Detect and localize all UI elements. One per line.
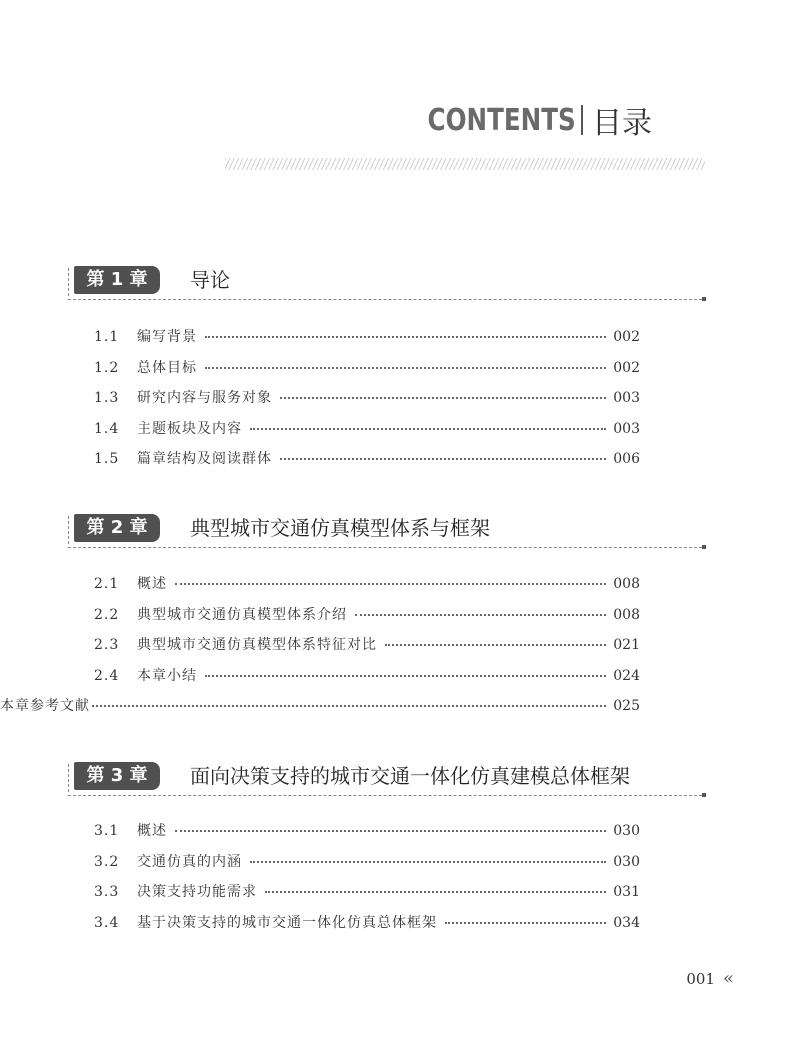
toc-entry[interactable] [94, 665, 640, 696]
chapter-2-toc [0, 573, 640, 726]
entry-page: 002 [613, 329, 640, 345]
entry-title: 本章小结 [137, 667, 197, 684]
entry-number: 3.1 [94, 823, 120, 839]
entry-title: 编写背景 [137, 329, 197, 345]
dot-leader [445, 921, 606, 924]
entry-page: 025 [613, 698, 640, 715]
entry-title: 典型城市交通仿真模型体系介绍 [137, 606, 347, 623]
double-chevron-left-icon: « [722, 968, 734, 989]
toc-entry[interactable] [94, 326, 640, 357]
page-number: 001 [686, 969, 715, 988]
chapter-3-heading [68, 762, 708, 802]
dot-leader [280, 396, 606, 399]
entry-title: 篇章结构及阅读群体 [137, 451, 272, 468]
entry-title: 概述 [137, 576, 167, 592]
chapter-dashed-marker [68, 516, 69, 544]
entry-number: 1.5 [94, 451, 120, 468]
chapter-3-toc [94, 820, 640, 942]
entry-title: 交通仿真的内涵 [137, 853, 242, 870]
chapter-badge: 第 3 章 [74, 762, 160, 790]
chapter-title: 面向决策支持的城市交通一体化仿真建模总体框架 [190, 764, 630, 788]
header-title [395, 98, 652, 142]
toc-entry[interactable] [94, 881, 640, 912]
entry-number: 1.4 [94, 420, 120, 437]
entry-title: 概述 [137, 823, 167, 839]
entry-title: 主题板块及内容 [137, 420, 242, 437]
entry-page: 031 [613, 884, 640, 901]
dot-leader [175, 582, 606, 585]
entry-number: 1.1 [94, 329, 120, 345]
entry-page: 008 [613, 576, 640, 592]
toc-entry[interactable] [94, 357, 640, 388]
page-title: 目录 [592, 106, 652, 141]
dot-leader [205, 335, 606, 338]
entry-number: 3.3 [94, 884, 120, 901]
chapter-dashed-marker [68, 764, 69, 792]
chapter-badge: 第 2 章 [74, 514, 160, 542]
toc-entry[interactable] [94, 448, 640, 479]
entry-page: 002 [613, 359, 640, 376]
toc-entry[interactable] [94, 573, 640, 604]
toc-entry-references[interactable] [0, 695, 640, 726]
decorative-hatch [225, 158, 705, 170]
entry-page: 021 [613, 637, 640, 654]
toc-entry[interactable] [94, 418, 640, 449]
page-footer [686, 968, 734, 989]
dot-leader [205, 366, 606, 369]
toc-entry[interactable] [94, 604, 640, 635]
entry-number: 3.4 [94, 914, 120, 931]
divider-end-mark [702, 793, 706, 797]
contents-word: CONTENTS [427, 102, 576, 138]
dot-leader [250, 860, 606, 863]
dot-leader [280, 457, 606, 460]
toc-entry[interactable] [94, 851, 640, 882]
chapter-2-heading [68, 514, 708, 554]
dot-leader [205, 674, 606, 677]
entry-number: 2.2 [94, 606, 120, 623]
entry-page: 003 [613, 420, 640, 437]
toc-entry[interactable] [94, 912, 640, 943]
divider-end-mark [702, 545, 706, 549]
toc-entry[interactable] [94, 634, 640, 665]
chapter-divider [68, 299, 702, 300]
chapter-1-toc [94, 326, 640, 479]
entry-page: 030 [613, 853, 640, 870]
dot-leader [265, 890, 606, 893]
entry-title: 基于决策支持的城市交通一体化仿真总体框架 [137, 914, 437, 931]
chapter-1-heading [68, 266, 708, 306]
chapter-title: 典型城市交通仿真模型体系与框架 [190, 516, 490, 540]
entry-page: 024 [613, 667, 640, 684]
divider-end-mark [702, 297, 706, 301]
entry-number: 3.2 [94, 853, 120, 870]
entry-page: 003 [613, 390, 640, 407]
entry-title: 典型城市交通仿真模型体系特征对比 [137, 637, 377, 654]
entry-title: 研究内容与服务对象 [137, 390, 272, 407]
chapter-divider [68, 795, 702, 796]
entry-number: 2.4 [94, 667, 120, 684]
entry-title: 决策支持功能需求 [137, 884, 257, 901]
toc-entry[interactable] [94, 387, 640, 418]
dot-leader [355, 613, 606, 616]
entry-number: 2.1 [94, 576, 120, 592]
entry-number: 1.3 [94, 390, 120, 407]
entry-number: 2.3 [94, 637, 120, 654]
chapter-badge: 第 1 章 [74, 266, 160, 294]
entry-title: 本章参考文献 [0, 698, 90, 715]
dot-leader [250, 427, 606, 430]
dot-leader [385, 643, 606, 646]
entry-page: 006 [613, 451, 640, 468]
entry-number: 1.2 [94, 359, 120, 376]
chapter-divider [68, 547, 702, 548]
entry-page: 008 [613, 606, 640, 623]
toc-entry[interactable] [94, 820, 640, 851]
title-separator [581, 105, 583, 135]
entry-page: 034 [613, 914, 640, 931]
entry-title: 总体目标 [137, 359, 197, 376]
entry-page: 030 [613, 823, 640, 839]
chapter-dashed-marker [68, 268, 69, 296]
dot-leader [175, 829, 606, 832]
chapter-title: 导论 [190, 268, 230, 292]
dot-leader [92, 704, 606, 707]
